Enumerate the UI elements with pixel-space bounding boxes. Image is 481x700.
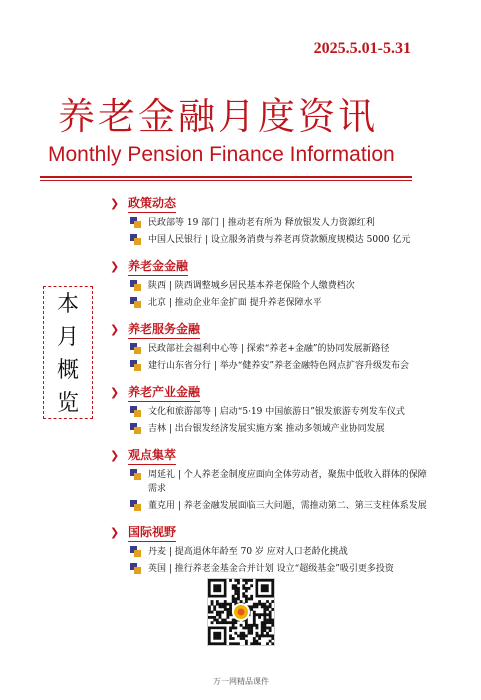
square-bullet-icon [130,297,142,309]
section-title[interactable]: 养老产业金融 [128,383,200,402]
section-title[interactable]: 养老服务金融 [128,320,200,339]
date-range: 2025.5.01-5.31 [313,40,411,57]
square-bullet-icon [130,234,142,246]
overview-label-char: 本 [56,292,79,317]
overview-label-char: 览 [56,391,79,416]
list-item[interactable] [130,279,430,293]
list-item[interactable] [130,562,430,576]
list-item-text: 中国人民银行 | 设立服务消费与养老再贷款额度规模达 5000 亿元 [148,235,411,245]
qr-code-image [207,578,275,646]
list-item[interactable] [130,342,430,356]
section-international [110,523,430,576]
section-list [110,194,430,586]
page-title-en: Monthly Pension Finance Information [48,143,395,166]
list-item-text: 文化和旅游部等 | 启动“5·19 中国旅游日”银发旅游专列发车仪式 [148,407,405,417]
list-item-text: 北京 | 推动企业年金扩面 提升养老保障水平 [148,298,322,308]
page-title-cn: 养老金融月度资讯 [58,95,378,138]
list-item[interactable] [130,216,430,230]
list-item-text: 周延礼 | 个人养老金制度应面向全体劳动者，聚焦中低收入群体的保障需求 [148,470,427,494]
list-item-text: 陕西 | 陕西调整城乡居民基本养老保险个人缴费档次 [148,281,355,291]
qr-caption: 万一网精品课件 [213,677,269,686]
section-header[interactable] [110,320,430,338]
chevron-right-icon: ❯ [110,525,120,539]
overview-label-char: 月 [56,325,79,350]
chevron-right-icon: ❯ [110,259,120,273]
list-item[interactable] [130,499,430,513]
overview-label-box [43,286,93,419]
list-item-text: 建行山东省分行 | 举办“健养安”养老金融特色网点扩容升级发布会 [148,361,409,371]
square-bullet-icon [130,343,142,355]
square-bullet-icon [130,360,142,372]
square-bullet-icon [130,217,142,229]
square-bullet-icon [130,280,142,292]
section-title[interactable]: 政策动态 [128,194,176,213]
title-divider-thin [40,180,412,181]
square-bullet-icon [130,469,142,481]
section-title[interactable]: 国际视野 [128,523,176,542]
qr-code-icon [208,579,274,645]
chevron-right-icon: ❯ [110,322,120,336]
list-item[interactable] [130,422,430,436]
section-title[interactable]: 养老金金融 [128,257,188,276]
section-header[interactable] [110,257,430,275]
list-item-text: 董克用 | 养老金融发展面临三大问题，需推动第二、第三支柱体系发展 [148,501,427,511]
chevron-right-icon: ❯ [110,196,120,210]
list-item[interactable] [130,359,430,373]
section-header[interactable] [110,446,430,464]
list-item-text: 丹麦 | 提高退休年龄至 70 岁 应对人口老龄化挑战 [148,547,348,557]
list-item-text: 民政部等 19 部门 | 推动老有所为 释放银发人力资源红利 [148,218,375,228]
section-header[interactable] [110,194,430,212]
section-industry-finance [110,383,430,436]
square-bullet-icon [130,563,142,575]
section-header[interactable] [110,523,430,541]
section-policy [110,194,430,247]
square-bullet-icon [130,406,142,418]
square-bullet-icon [130,423,142,435]
chevron-right-icon: ❯ [110,385,120,399]
section-service-finance [110,320,430,373]
list-item-text: 英国 | 推行养老金基金合并计划 设立“超级基金”吸引更多投资 [148,564,394,574]
list-item-text: 吉林 | 出台银发经济发展实施方案 推动多领域产业协同发展 [148,424,385,434]
list-item[interactable] [130,405,430,419]
section-pension-finance [110,257,430,310]
list-item[interactable] [130,296,430,310]
square-bullet-icon [130,500,142,512]
overview-label-char: 概 [56,358,79,383]
title-divider [40,176,412,178]
square-bullet-icon [130,546,142,558]
list-item[interactable] [130,233,430,247]
section-viewpoints [110,446,430,513]
list-item-text: 民政部社会福利中心等 | 探索“养老+金融”的协同发展新路径 [148,344,390,354]
list-item[interactable] [130,468,430,496]
list-item[interactable] [130,545,430,559]
chevron-right-icon: ❯ [110,448,120,462]
section-title[interactable]: 观点集萃 [128,446,176,465]
section-header[interactable] [110,383,430,401]
